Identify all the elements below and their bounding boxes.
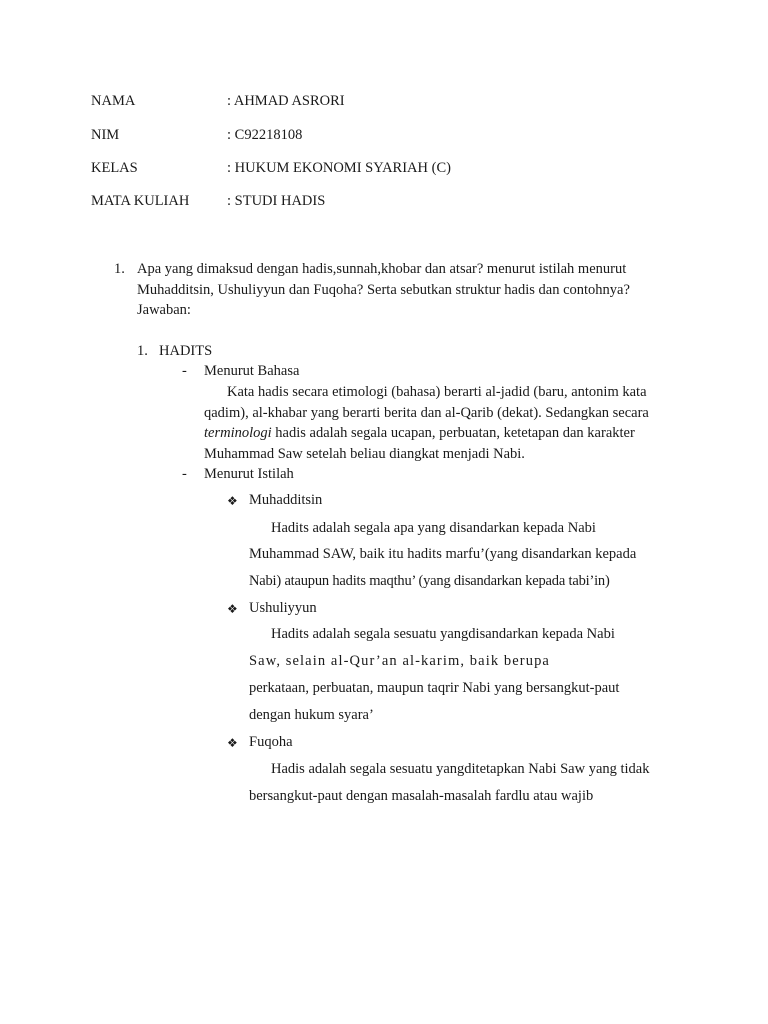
diamond-bullet-icon: ❖ [227, 494, 238, 508]
item-fuqoha-line-1: Hadis adalah segala sesuatu yangditetapkan Nabi Saw yang tidak [271, 761, 650, 777]
question-line-1: Apa yang dimaksud dengan hadis,sunnah,khobar dan atsar? menurut istilah menurut [137, 261, 627, 277]
label-mata-kuliah: MATA KULIAH [91, 193, 190, 209]
value-mata-kuliah: : STUDI HADIS [227, 193, 326, 209]
istilah-dash: - [182, 466, 187, 482]
item-ushuliyyun-line-1: Hadits adalah segala sesuatu yangdisandarkan kepada Nabi [271, 626, 615, 642]
value-nama: : AHMAD ASRORI [227, 93, 345, 109]
bahasa-line-4: Muhammad Saw setelah beliau diangkat menjadi Nabi. [204, 446, 525, 462]
item-fuqoha-title: Fuqoha [249, 734, 293, 750]
bahasa-line-3 [204, 425, 635, 442]
diamond-bullet-icon: ❖ [227, 736, 238, 750]
italic-term: terminologi [204, 425, 272, 441]
item-ushuliyyun-line-2: Saw, selain al-Qur’an al-karim, baik berupa [249, 653, 550, 669]
bahasa-dash: - [182, 363, 187, 379]
item-muhadditsin-line-1: Hadits adalah segala apa yang disandarkan kepada Nabi [271, 520, 596, 536]
section-title: HADITS [159, 343, 213, 359]
question-line-2: Muhadditsin, Ushuliyyun dan Fuqoha? Serta sebutkan struktur hadis dan contohnya? [137, 282, 630, 298]
bahasa-line-2: qadim), al-khabar yang berarti berita dan al-Qarib (dekat). Sedangkan secara [204, 405, 649, 421]
bahasa-line-1: Kata hadis secara etimologi (bahasa) berarti al-jadid (baru, antonim kata [227, 384, 647, 400]
item-ushuliyyun-title: Ushuliyyun [249, 600, 317, 616]
item-muhadditsin-title: Muhadditsin [249, 492, 323, 508]
bahasa-line-3-rest: hadis adalah segala ucapan, perbuatan, ketetapan dan karakter [271, 425, 635, 441]
item-muhadditsin-line-3: Nabi) ataupun hadits maqthu’ (yang disandarkan kepada tabi’in) [249, 573, 610, 589]
section-number: 1. [137, 343, 148, 359]
question-line-3: Jawaban: [137, 302, 191, 318]
item-muhadditsin-line-2: Muhammad SAW, baik itu hadits marfu’(yang disandarkan kepada [249, 546, 637, 562]
item-ushuliyyun-line-3: perkataan, perbuatan, maupun taqrir Nabi yang bersangkut-paut [249, 680, 620, 696]
value-nim: : C92218108 [227, 127, 303, 143]
value-kelas: : HUKUM EKONOMI SYARIAH (C) [227, 160, 451, 176]
bahasa-heading: Menurut Bahasa [204, 363, 300, 379]
question-number: 1. [114, 261, 125, 277]
item-ushuliyyun-line-4: dengan hukum syara’ [249, 707, 374, 723]
diamond-bullet-icon: ❖ [227, 602, 238, 616]
item-fuqoha-line-2: bersangkut-paut dengan masalah-masalah fardlu atau wajib [249, 788, 594, 804]
istilah-heading: Menurut Istilah [204, 466, 294, 482]
label-nama: NAMA [91, 93, 136, 109]
label-kelas: KELAS [91, 160, 138, 176]
label-nim: NIM [91, 127, 120, 143]
